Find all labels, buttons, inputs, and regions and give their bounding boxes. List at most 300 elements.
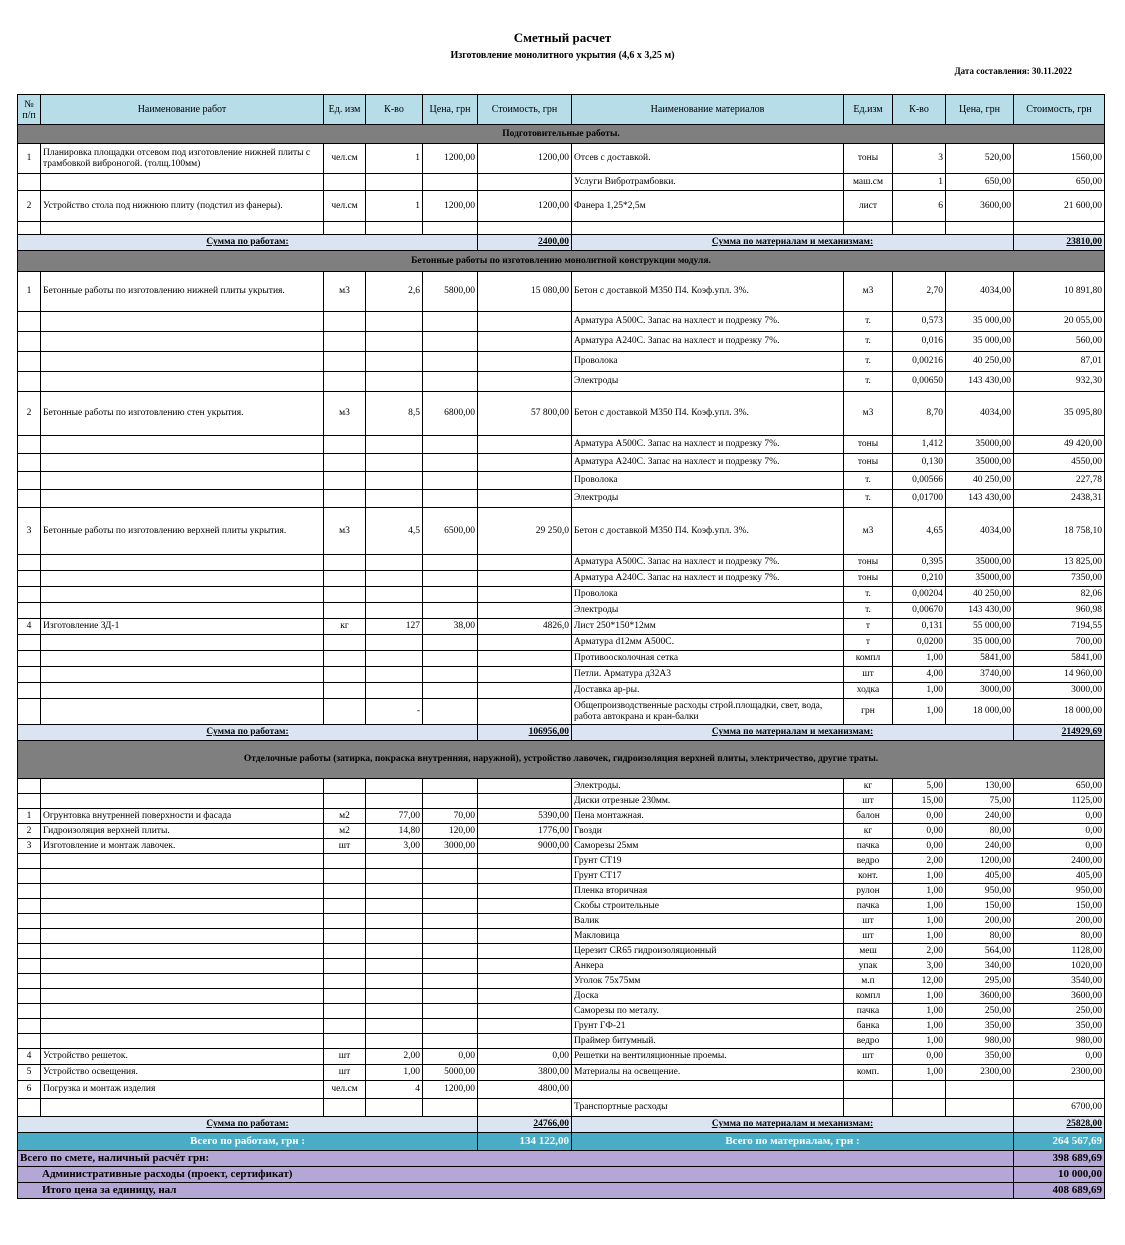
table-cell: 57 800,00 — [478, 392, 572, 436]
table-cell: 143 430,00 — [946, 490, 1014, 508]
table-cell: пачка — [844, 1004, 893, 1019]
table-cell: 1,00 — [893, 929, 946, 944]
table-cell: кг — [844, 824, 893, 839]
table-cell: 250,00 — [946, 1004, 1014, 1019]
column-header: Цена, грн — [423, 95, 478, 125]
table-cell — [423, 779, 478, 794]
table-row — [18, 989, 1105, 1004]
table-cell — [423, 454, 478, 472]
table-cell: шт — [844, 929, 893, 944]
table-cell: 35 095,80 — [1014, 392, 1105, 436]
table-cell: Доска — [572, 989, 844, 1004]
table-row — [18, 1034, 1105, 1049]
table-cell — [478, 699, 572, 725]
table-cell: 200,00 — [946, 914, 1014, 929]
estimate-table — [17, 94, 1105, 1199]
table-cell — [41, 635, 324, 651]
table-cell — [18, 332, 41, 352]
table-cell: банка — [844, 1019, 893, 1034]
table-row — [18, 392, 1105, 436]
table-cell: м3 — [844, 508, 893, 555]
table-cell — [41, 1034, 324, 1049]
table-cell — [366, 667, 423, 683]
table-cell: 0,00204 — [893, 587, 946, 603]
table-cell: 3000,00 — [1014, 683, 1105, 699]
table-cell: м3 — [324, 272, 366, 312]
column-header: К-во — [893, 95, 946, 125]
totals-row — [18, 1133, 1105, 1151]
table-cell: 1,00 — [893, 1019, 946, 1034]
table-cell: Изготовление ЗД-1 — [41, 619, 324, 635]
table-cell: Общепроизводственные расходы строй.площадки, свет, вода, работа автокрана и кран-балки — [572, 699, 844, 725]
table-row — [18, 472, 1105, 490]
section-sum-row — [18, 235, 1105, 251]
table-cell — [324, 352, 366, 372]
unit-price-row — [18, 1183, 1105, 1199]
table-row — [18, 667, 1105, 683]
table-cell: тоны — [844, 555, 893, 571]
column-header: К-во — [366, 95, 423, 125]
table-cell: Планировка площадки отсевом под изготовление нижней плиты с трамбовкой виброногой. (толщ.100мм) — [41, 144, 324, 174]
unit-price-value: 408 689,69 — [1014, 1183, 1105, 1199]
admin-expenses-value: 10 000,00 — [1014, 1167, 1105, 1183]
table-cell: Арматура А240С. Запас на нахлест и подрезку 7%. — [572, 571, 844, 587]
table-cell: 3000,00 — [423, 839, 478, 854]
table-cell: м3 — [324, 508, 366, 555]
table-cell — [423, 683, 478, 699]
table-cell — [893, 1081, 946, 1099]
table-cell: Решетки на вентиляционные проемы. — [572, 1049, 844, 1065]
column-header: Наименование материалов — [572, 95, 844, 125]
table-cell: 87,01 — [1014, 352, 1105, 372]
table-cell — [41, 974, 324, 989]
table-cell — [366, 603, 423, 619]
table-cell: м2 — [324, 809, 366, 824]
table-cell: т. — [844, 352, 893, 372]
sum-materials-label: Сумма по материалам и механизмам: — [572, 1117, 1014, 1133]
table-cell — [18, 555, 41, 571]
table-cell: 1,412 — [893, 436, 946, 454]
sum-materials-label: Сумма по материалам и механизмам: — [572, 235, 1014, 251]
table-cell: 40 250,00 — [946, 352, 1014, 372]
table-cell: 1560,00 — [1014, 144, 1105, 174]
table-row — [18, 651, 1105, 667]
table-cell: комп. — [844, 1065, 893, 1081]
table-row — [18, 1081, 1105, 1099]
table-cell: 4 — [366, 1081, 423, 1099]
table-cell — [324, 587, 366, 603]
table-cell — [478, 454, 572, 472]
table-cell — [324, 372, 366, 392]
table-cell: Бетонные работы по изготовлению стен укрытия. — [41, 392, 324, 436]
table-cell — [18, 869, 41, 884]
table-cell: 1,00 — [893, 899, 946, 914]
table-cell — [478, 587, 572, 603]
table-cell — [18, 899, 41, 914]
table-cell — [478, 1034, 572, 1049]
table-cell: балон — [844, 809, 893, 824]
table-cell — [41, 222, 324, 235]
table-cell — [41, 332, 324, 352]
table-cell — [366, 854, 423, 869]
column-header: № п/п — [18, 95, 41, 125]
table-row — [18, 174, 1105, 191]
table-cell — [478, 1004, 572, 1019]
table-cell — [478, 490, 572, 508]
table-cell: 0,130 — [893, 454, 946, 472]
table-cell: 405,00 — [1014, 869, 1105, 884]
table-cell: т. — [844, 332, 893, 352]
table-cell — [41, 312, 324, 332]
table-cell — [423, 699, 478, 725]
table-cell: 14 960,00 — [1014, 667, 1105, 683]
table-cell — [423, 352, 478, 372]
table-cell: 1 — [18, 272, 41, 312]
table-cell — [478, 635, 572, 651]
table-cell — [366, 1004, 423, 1019]
table-cell: 1,00 — [366, 1065, 423, 1081]
table-cell — [41, 869, 324, 884]
sum-works-label: Сумма по работам: — [18, 725, 478, 741]
table-cell: 560,00 — [1014, 332, 1105, 352]
table-cell: 3540,00 — [1014, 974, 1105, 989]
table-cell — [18, 884, 41, 899]
table-cell: 1200,00 — [423, 191, 478, 222]
table-cell — [478, 472, 572, 490]
table-cell: 0,016 — [893, 332, 946, 352]
table-cell: 932,30 — [1014, 372, 1105, 392]
table-cell: 1200,00 — [478, 191, 572, 222]
table-cell — [324, 914, 366, 929]
table-cell: 240,00 — [946, 839, 1014, 854]
table-cell — [41, 899, 324, 914]
table-row — [18, 899, 1105, 914]
table-cell — [324, 490, 366, 508]
table-cell — [478, 869, 572, 884]
table-row — [18, 144, 1105, 174]
table-cell: тоны — [844, 436, 893, 454]
table-cell: 35000,00 — [946, 571, 1014, 587]
table-cell: 3,00 — [366, 839, 423, 854]
table-row — [18, 683, 1105, 699]
table-cell: Бетонные работы по изготовлению верхней плиты укрытия. — [41, 508, 324, 555]
table-cell — [366, 974, 423, 989]
column-header: Стоимость, грн — [1014, 95, 1105, 125]
table-cell: 7194,55 — [1014, 619, 1105, 635]
table-cell: Гидроизоляция верхней плиты. — [41, 824, 324, 839]
table-cell — [366, 914, 423, 929]
table-cell — [423, 974, 478, 989]
table-cell: 9000,00 — [478, 839, 572, 854]
sum-works-label: Сумма по работам: — [18, 235, 478, 251]
table-cell — [844, 222, 893, 235]
table-cell — [478, 779, 572, 794]
table-row — [18, 1065, 1105, 1081]
table-cell — [18, 667, 41, 683]
table-cell: 1,00 — [893, 1004, 946, 1019]
table-cell — [18, 587, 41, 603]
table-cell — [366, 372, 423, 392]
table-cell: Бетон с доставкой М350 П4. Коэф.упл. 3%. — [572, 392, 844, 436]
section-title-row — [18, 251, 1105, 272]
table-cell — [18, 454, 41, 472]
table-cell: 405,00 — [946, 869, 1014, 884]
table-cell: пачка — [844, 839, 893, 854]
table-cell: 1776,00 — [478, 824, 572, 839]
table-cell — [478, 794, 572, 809]
table-cell: 1200,00 — [478, 144, 572, 174]
table-cell: меш — [844, 944, 893, 959]
table-cell — [423, 667, 478, 683]
table-cell: шт — [844, 1049, 893, 1065]
table-cell: Валик — [572, 914, 844, 929]
table-cell: 0,00 — [423, 1049, 478, 1065]
table-cell: 35 000,00 — [946, 312, 1014, 332]
table-cell: Устройство освещения. — [41, 1065, 324, 1081]
table-cell — [423, 914, 478, 929]
table-cell: 1,00 — [893, 869, 946, 884]
table-cell — [366, 332, 423, 352]
section-title: Бетонные работы по изготовлению монолитной конструкции модуля. — [18, 251, 1105, 272]
table-cell — [41, 989, 324, 1004]
table-cell — [324, 222, 366, 235]
table-cell: 143 430,00 — [946, 603, 1014, 619]
table-cell: 3600,00 — [1014, 989, 1105, 1004]
table-row — [18, 809, 1105, 824]
table-cell — [366, 794, 423, 809]
table-cell — [324, 312, 366, 332]
table-cell — [478, 959, 572, 974]
table-cell: 0,00 — [893, 1049, 946, 1065]
table-cell: 80,00 — [946, 824, 1014, 839]
table-cell — [423, 794, 478, 809]
table-cell: 2,00 — [893, 854, 946, 869]
sum-materials-label: Сумма по материалам и механизмам: — [572, 725, 1014, 741]
table-cell: 0,00 — [893, 839, 946, 854]
table-cell: 29 250,0 — [478, 508, 572, 555]
table-cell: Саморезы 25мм — [572, 839, 844, 854]
table-cell — [478, 372, 572, 392]
table-cell — [423, 312, 478, 332]
grand-total-row — [18, 1151, 1105, 1167]
table-cell — [478, 651, 572, 667]
table-cell: 0,395 — [893, 555, 946, 571]
table-cell: Материалы на освещение. — [572, 1065, 844, 1081]
table-cell: компл — [844, 989, 893, 1004]
table-cell: 8,5 — [366, 392, 423, 436]
table-cell: Диски отрезные 230мм. — [572, 794, 844, 809]
table-cell: 3740,00 — [946, 667, 1014, 683]
table-cell: 1,00 — [893, 1065, 946, 1081]
table-cell — [324, 884, 366, 899]
sum-materials-value: 23810,00 — [1014, 235, 1105, 251]
table-cell: 3 — [18, 839, 41, 854]
table-cell — [423, 884, 478, 899]
table-cell — [366, 929, 423, 944]
table-cell: Саморезы по металу. — [572, 1004, 844, 1019]
table-cell — [423, 989, 478, 1004]
table-cell — [1014, 1081, 1105, 1099]
table-cell: 35 000,00 — [946, 635, 1014, 651]
table-cell: 650,00 — [946, 174, 1014, 191]
table-cell: шт — [844, 794, 893, 809]
table-cell: 1 — [366, 144, 423, 174]
table-cell: Транспортные расходы — [572, 1099, 844, 1117]
table-cell — [366, 587, 423, 603]
table-cell: Электроды. — [572, 779, 844, 794]
table-cell: 4034,00 — [946, 508, 1014, 555]
table-cell: 8,70 — [893, 392, 946, 436]
table-cell — [324, 1019, 366, 1034]
table-cell: Погрузка и монтаж изделия — [41, 1081, 324, 1099]
table-cell: Электроды — [572, 603, 844, 619]
table-cell: Анкера — [572, 959, 844, 974]
table-cell: Гвозди — [572, 824, 844, 839]
table-cell: т. — [844, 372, 893, 392]
table-cell: Арматура А500С. Запас на нахлест и подрезку 7%. — [572, 312, 844, 332]
table-cell — [324, 854, 366, 869]
table-cell — [423, 174, 478, 191]
table-cell — [478, 332, 572, 352]
table-cell — [18, 989, 41, 1004]
table-cell — [844, 1099, 893, 1117]
table-cell — [423, 1034, 478, 1049]
table-cell: 2 — [18, 824, 41, 839]
table-cell: 38,00 — [423, 619, 478, 635]
table-cell: 0,210 — [893, 571, 946, 587]
table-cell — [423, 436, 478, 454]
section-sum-row — [18, 725, 1105, 741]
table-cell: 0,131 — [893, 619, 946, 635]
table-cell — [423, 944, 478, 959]
table-cell — [18, 854, 41, 869]
table-cell — [41, 779, 324, 794]
table-cell: 55 000,00 — [946, 619, 1014, 635]
table-cell — [478, 899, 572, 914]
table-row — [18, 635, 1105, 651]
table-cell — [366, 944, 423, 959]
table-cell — [41, 454, 324, 472]
table-cell — [423, 603, 478, 619]
table-cell: 350,00 — [1014, 1019, 1105, 1034]
table-cell: Огрунтовка внутренней поверхности и фасада — [41, 809, 324, 824]
sum-materials-value: 25828,00 — [1014, 1117, 1105, 1133]
table-cell: 980,00 — [946, 1034, 1014, 1049]
table-cell — [324, 699, 366, 725]
table-cell — [18, 222, 41, 235]
table-cell: 2,00 — [366, 1049, 423, 1065]
table-cell — [18, 914, 41, 929]
table-cell — [324, 555, 366, 571]
table-row — [18, 929, 1105, 944]
table-cell: 10 891,80 — [1014, 272, 1105, 312]
table-cell — [324, 635, 366, 651]
table-cell: 2400,00 — [1014, 854, 1105, 869]
table-cell: 5841,00 — [946, 651, 1014, 667]
table-cell: Праймер битумный. — [572, 1034, 844, 1049]
table-cell: 4034,00 — [946, 272, 1014, 312]
table-cell — [1014, 222, 1105, 235]
table-cell: 15,00 — [893, 794, 946, 809]
table-cell: 650,00 — [1014, 174, 1105, 191]
table-row — [18, 571, 1105, 587]
table-cell — [41, 587, 324, 603]
table-cell: 1200,00 — [423, 144, 478, 174]
table-cell: Противоосколочная сетка — [572, 651, 844, 667]
table-cell — [324, 174, 366, 191]
table-cell — [324, 651, 366, 667]
section-sum-row — [18, 1117, 1105, 1133]
table-cell: 4034,00 — [946, 392, 1014, 436]
table-cell: шт — [844, 667, 893, 683]
table-cell: Фанера 1,25*2,5м — [572, 191, 844, 222]
table-cell — [423, 332, 478, 352]
table-cell — [366, 869, 423, 884]
table-row — [18, 508, 1105, 555]
table-cell: 120,00 — [423, 824, 478, 839]
table-cell: 2,70 — [893, 272, 946, 312]
table-row — [18, 974, 1105, 989]
table-cell — [478, 1019, 572, 1034]
table-cell — [423, 959, 478, 974]
column-header: Цена, грн — [946, 95, 1014, 125]
table-cell: 20 055,00 — [1014, 312, 1105, 332]
table-cell — [478, 555, 572, 571]
table-cell — [18, 929, 41, 944]
table-cell — [41, 555, 324, 571]
total-materials-value: 264 567,69 — [1014, 1133, 1105, 1151]
table-cell: 950,00 — [946, 884, 1014, 899]
table-cell — [478, 436, 572, 454]
table-cell — [41, 472, 324, 490]
table-cell: Грунт СТ19 — [572, 854, 844, 869]
table-cell — [366, 352, 423, 372]
table-cell: тоны — [844, 454, 893, 472]
table-cell — [324, 974, 366, 989]
table-cell — [41, 699, 324, 725]
table-cell: ведро — [844, 1034, 893, 1049]
table-cell — [366, 651, 423, 667]
table-cell: шт — [844, 914, 893, 929]
table-cell: 4826,0 — [478, 619, 572, 635]
document-title: Сметный расчет — [513, 30, 612, 45]
table-cell — [324, 899, 366, 914]
table-cell: 15 080,00 — [478, 272, 572, 312]
table-cell: лист — [844, 191, 893, 222]
table-cell: 35 000,00 — [946, 332, 1014, 352]
table-cell: 1020,00 — [1014, 959, 1105, 974]
table-cell: 960,98 — [1014, 603, 1105, 619]
table-cell: рулон — [844, 884, 893, 899]
table-cell — [423, 635, 478, 651]
table-cell: чел.см — [324, 144, 366, 174]
table-cell: 227,78 — [1014, 472, 1105, 490]
table-row — [18, 794, 1105, 809]
table-cell: 75,00 — [946, 794, 1014, 809]
table-cell: 1 — [366, 191, 423, 222]
table-cell: 3000,00 — [946, 683, 1014, 699]
table-cell: 0,00650 — [893, 372, 946, 392]
table-cell: 350,00 — [946, 1049, 1014, 1065]
section-title-row — [18, 125, 1105, 144]
table-cell: шт — [324, 1065, 366, 1081]
table-cell: 18 758,10 — [1014, 508, 1105, 555]
table-cell: 1,00 — [893, 989, 946, 1004]
table-cell — [41, 1099, 324, 1117]
table-cell: 295,00 — [946, 974, 1014, 989]
table-cell — [324, 1004, 366, 1019]
table-row — [18, 619, 1105, 635]
